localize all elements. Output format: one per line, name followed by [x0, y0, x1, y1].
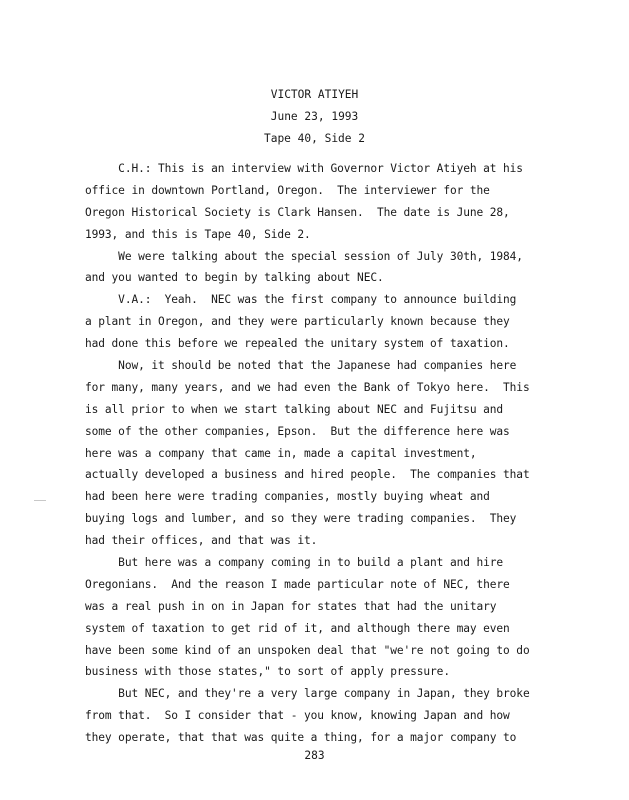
transcript-line: some of the other companies, Epson. But the difference here was	[85, 424, 510, 438]
transcript-line: was a real push in on in Japan for states that had the unitary	[85, 599, 497, 613]
margin-mark	[34, 500, 46, 501]
transcript-line: and you wanted to begin by talking about NEC.	[85, 271, 384, 285]
page-number: 283	[304, 749, 325, 762]
transcript-line: have been some kind of an unspoken deal that "we're not going to do	[85, 643, 530, 657]
tape-label: Tape 40, Side 2	[263, 132, 366, 145]
transcript-line: We were talking about the special session of July 30th, 1984,	[85, 249, 523, 263]
interviewee-name: VICTOR ATIYEH	[270, 88, 359, 101]
transcript-line: business with those states," to sort of apply pressure.	[85, 665, 450, 679]
transcript-line: had their offices, and that was it.	[85, 534, 318, 548]
transcript-line: from that. So I consider that - you know, knowing Japan and how	[85, 709, 510, 723]
transcript-line: But here was a company coming in to build a plant and hire	[85, 556, 504, 570]
transcript-line: office in downtown Portland, Oregon. The interviewer for the	[85, 183, 490, 197]
transcript-line: a plant in Oregon, and they were particularly known because they	[85, 315, 510, 329]
transcript-line: Now, it should be noted that the Japanese had companies here	[85, 359, 517, 373]
transcript-line: for many, many years, and we had even the Bank of Tokyo here. This	[85, 380, 530, 394]
transcript-line: Oregon Historical Society is Clark Hansen. The date is June 28,	[85, 205, 510, 219]
transcript-line: actually developed a business and hired people. The companies that	[85, 468, 530, 482]
transcript-line: had done this before we repealed the unitary system of taxation.	[85, 337, 510, 351]
transcript-line: V.A.: Yeah. NEC was the first company to announce building	[85, 293, 517, 307]
transcript-line: 1993, and this is Tape 40, Side 2.	[85, 227, 311, 241]
interview-date: June 23, 1993	[270, 110, 359, 123]
transcript-line: buying logs and lumber, and so they were trading companies. They	[85, 512, 517, 526]
transcript-line: they operate, that that was quite a thing, for a major company to	[85, 731, 517, 745]
transcript-line: But NEC, and they're a very large company in Japan, they broke	[85, 687, 530, 701]
document-header	[0, 88, 629, 154]
transcript-line: Oregonians. And the reason I made particular note of NEC, there	[85, 577, 510, 591]
transcript-line: C.H.: This is an interview with Governor Victor Atiyeh at his	[85, 162, 523, 175]
transcript-line: here was a company that came in, made a capital investment,	[85, 446, 477, 460]
transcript-line: system of taxation to get rid of it, and although there may even	[85, 621, 510, 635]
transcript-line: is all prior to when we start talking about NEC and Fujitsu and	[85, 402, 504, 416]
transcript-line: had been here were trading companies, mostly buying wheat and	[85, 490, 490, 504]
transcript-body	[85, 158, 555, 749]
